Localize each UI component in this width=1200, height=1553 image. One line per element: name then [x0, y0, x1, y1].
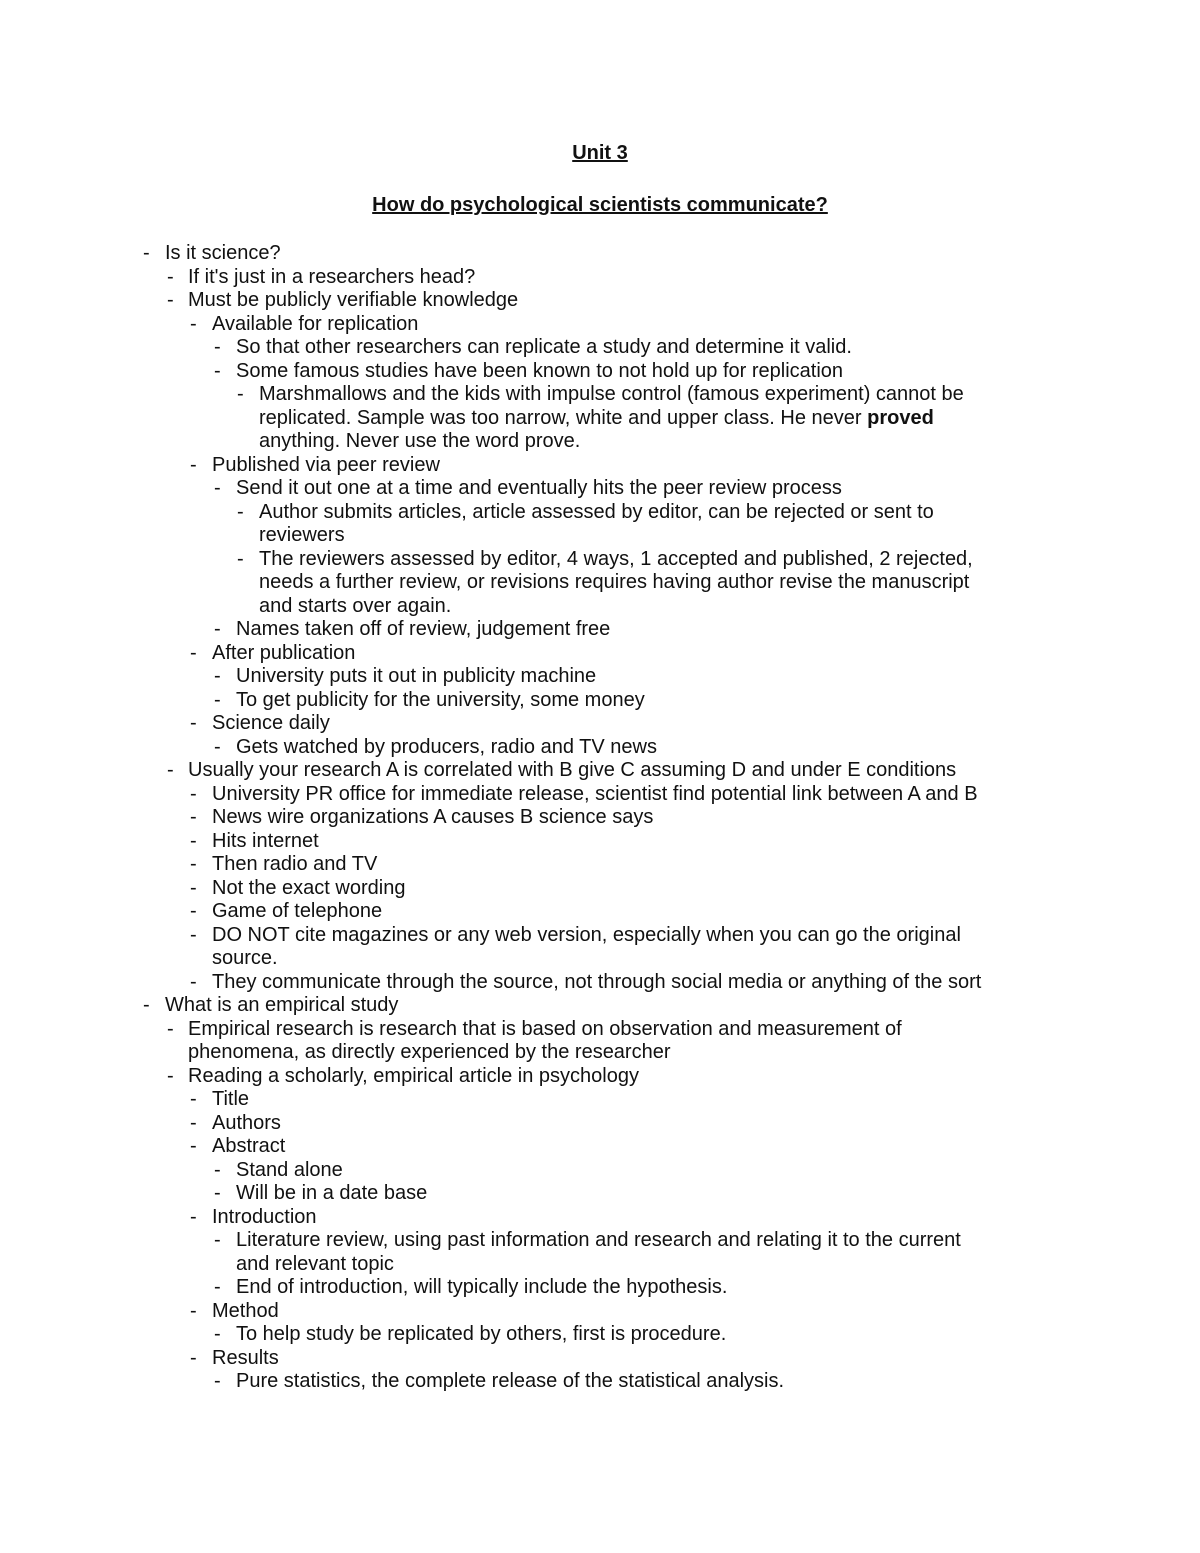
list-item — [0, 383, 1200, 454]
text-line: Empirical research is research that is based on observation and measurement of — [188, 1017, 902, 1040]
text-line: Published via peer review — [212, 453, 440, 476]
bullet-dash: - — [190, 782, 197, 805]
list-item — [0, 1276, 1200, 1300]
list-item-text — [236, 1323, 1036, 1347]
bullet-dash: - — [214, 359, 221, 382]
list-item-text — [212, 1088, 1012, 1112]
list-item — [0, 1323, 1200, 1347]
list-item-text — [212, 1300, 1012, 1324]
list-item-text — [212, 712, 1012, 736]
text-line: News wire organizations A causes B science says — [212, 806, 654, 828]
list-item-text — [236, 1370, 1036, 1394]
text-line: Literature review, using past information and research and relating it to the current — [236, 1229, 961, 1251]
text-line: Abstract — [212, 1135, 286, 1157]
text-line: Available for replication — [212, 312, 419, 335]
bullet-dash: - — [190, 806, 197, 828]
text-line: If it's just in a researchers head? — [188, 265, 476, 288]
list-item — [0, 689, 1200, 713]
list-item — [0, 1135, 1200, 1159]
text-line: To get publicity for the university, some money — [236, 688, 645, 711]
bullet-dash: - — [190, 876, 197, 899]
text-line: Hits internet — [212, 829, 319, 852]
bullet-dash: - — [167, 265, 174, 288]
list-item — [0, 1229, 1200, 1276]
list-item-text — [236, 689, 1036, 713]
text-line: Then radio and TV — [212, 853, 378, 875]
bullet-dash: - — [190, 970, 197, 993]
list-item — [0, 1159, 1200, 1183]
list-item — [0, 1347, 1200, 1371]
text-line: Gets watched by producers, radio and TV news — [236, 735, 657, 758]
list-item — [0, 242, 1200, 266]
list-item — [0, 712, 1200, 736]
list-item — [0, 1370, 1200, 1394]
list-item-text — [212, 313, 1012, 337]
list-item — [0, 1300, 1200, 1324]
text-line: University PR office for immediate release, scientist find potential link between A and B — [212, 782, 978, 805]
bullet-dash: - — [190, 453, 197, 476]
bullet-dash: - — [167, 1017, 174, 1040]
bullet-dash: - — [167, 1064, 174, 1087]
list-item — [0, 994, 1200, 1018]
text-line: reviewers — [259, 524, 345, 546]
bullet-dash: - — [190, 1205, 197, 1228]
list-item-text — [188, 1065, 988, 1089]
list-item-text — [212, 806, 1012, 830]
bullet-dash: - — [190, 829, 197, 852]
list-item-text — [212, 830, 1012, 854]
bold-word: proved — [867, 406, 934, 429]
list-item-text — [212, 642, 1012, 666]
list-item-text — [212, 1112, 1012, 1136]
bullet-dash: - — [190, 1135, 197, 1157]
text-line: Some famous studies have been known to not hold up for replication — [236, 359, 844, 382]
text-line: anything. Never use the word prove. — [259, 430, 581, 452]
text-line: Reading a scholarly, empirical article in psychology — [188, 1064, 639, 1087]
bullet-dash: - — [214, 735, 221, 758]
text-line: End of introduction, will typically include the hypothesis. — [236, 1276, 728, 1298]
list-item-text — [212, 853, 1012, 877]
list-item-text — [236, 1229, 1036, 1276]
bullet-dash: - — [214, 336, 221, 358]
list-item — [0, 548, 1200, 619]
list-item — [0, 806, 1200, 830]
list-item-text — [188, 1018, 988, 1065]
text-line: Game of telephone — [212, 900, 383, 922]
text-line: Pure statistics, the complete release of the statistical analysis. — [236, 1370, 785, 1392]
text-line: replicated. Sample was too narrow, white and upper class. He never — [259, 406, 868, 429]
bullet-dash: - — [214, 1182, 221, 1204]
list-item — [0, 1018, 1200, 1065]
text-line: DO NOT cite magazines or any web version, especially when you can go the original — [212, 923, 961, 946]
list-item-text — [236, 1182, 1036, 1206]
list-item — [0, 900, 1200, 924]
list-item-text — [236, 618, 1036, 642]
text-line: The reviewers assessed by editor, 4 ways, 1 accepted and published, 2 rejected, — [259, 547, 973, 570]
text-line: To help study be replicated by others, first is procedure. — [236, 1323, 727, 1345]
text-line: What is an empirical study — [165, 994, 399, 1016]
text-line: After publication — [212, 641, 356, 664]
list-item-text — [212, 900, 1012, 924]
text-line: needs a further review, or revisions requires having author revise the manuscript — [259, 571, 970, 593]
list-item — [0, 853, 1200, 877]
bullet-dash: - — [214, 1323, 221, 1345]
list-item-text — [212, 877, 1012, 901]
bullet-dash: - — [237, 547, 244, 570]
list-item-text — [188, 759, 988, 783]
list-item — [0, 289, 1200, 313]
text-line: Science daily — [212, 712, 330, 734]
list-item — [0, 783, 1200, 807]
bullet-dash: - — [237, 500, 244, 523]
bullet-dash: - — [190, 712, 197, 734]
list-item-text — [212, 454, 1012, 478]
list-item — [0, 877, 1200, 901]
text-line: Stand alone — [236, 1158, 343, 1181]
list-item — [0, 1182, 1200, 1206]
list-item — [0, 360, 1200, 384]
bullet-dash: - — [190, 641, 197, 664]
bullet-dash: - — [237, 383, 244, 405]
list-item — [0, 336, 1200, 360]
list-item — [0, 736, 1200, 760]
text-line: Must be publicly verifiable knowledge — [188, 289, 519, 311]
text-line: Send it out one at a time and eventually hits the peer review process — [236, 477, 842, 499]
text-line: Not the exact wording — [212, 876, 406, 899]
text-line: Author submits articles, article assessed by editor, can be rejected or sent to — [259, 500, 934, 523]
text-line: So that other researchers can replicate a study and determine it valid. — [236, 336, 852, 358]
list-item-text — [212, 1206, 1012, 1230]
list-item — [0, 759, 1200, 783]
list-item-text — [212, 971, 1012, 995]
list-item-text — [188, 289, 988, 313]
list-item — [0, 1112, 1200, 1136]
bullet-dash: - — [214, 1370, 221, 1392]
bullet-dash: - — [214, 665, 221, 687]
list-item — [0, 618, 1200, 642]
bullet-dash: - — [143, 242, 150, 264]
text-line: and starts over again. — [259, 594, 452, 617]
text-line: University puts it out in publicity machine — [236, 665, 597, 687]
list-item — [0, 266, 1200, 290]
list-item — [0, 454, 1200, 478]
page-heading: How do psychological scientists communicate? — [372, 194, 828, 216]
list-item-text — [236, 1276, 1036, 1300]
text-line: Introduction — [212, 1205, 317, 1228]
list-item-text — [259, 548, 1059, 619]
list-item — [0, 477, 1200, 501]
bullet-dash: - — [190, 900, 197, 922]
text-line: Will be in a date base — [236, 1182, 428, 1204]
text-line: Title — [212, 1088, 250, 1110]
bullet-dash: - — [190, 1111, 197, 1134]
list-item — [0, 501, 1200, 548]
list-item — [0, 971, 1200, 995]
bullet-dash: - — [190, 853, 197, 875]
text-line: source. — [212, 947, 278, 969]
text-line: They communicate through the source, not through social media or anything of the sort — [212, 970, 982, 993]
list-item-text — [236, 665, 1036, 689]
text-line: Names taken off of review, judgement free — [236, 618, 611, 640]
text-line: Method — [212, 1299, 279, 1322]
list-item-text — [212, 1347, 1012, 1371]
list-item-text — [236, 1159, 1036, 1183]
list-item — [0, 1065, 1200, 1089]
bullet-dash: - — [190, 923, 197, 946]
list-item-text — [212, 783, 1012, 807]
text-line: Is it science? — [165, 242, 281, 264]
bullet-dash: - — [190, 312, 197, 335]
list-item-text — [259, 383, 1059, 454]
list-item-text — [236, 477, 1036, 501]
bullet-dash: - — [167, 289, 174, 311]
list-item — [0, 642, 1200, 666]
text-line: phenomena, as directly experienced by the researcher — [188, 1041, 671, 1063]
unit-title: Unit 3 — [572, 142, 628, 164]
list-item — [0, 1206, 1200, 1230]
list-item-text — [259, 501, 1059, 548]
list-item-text — [188, 266, 988, 290]
list-item — [0, 1088, 1200, 1112]
list-item-text — [165, 994, 965, 1018]
bullet-dash: - — [143, 994, 150, 1016]
text-line: and relevant topic — [236, 1252, 394, 1275]
text-line: Marshmallows and the kids with impulse control (famous experiment) cannot be — [259, 383, 964, 405]
list-item-text — [212, 1135, 1012, 1159]
bullet-dash: - — [214, 1158, 221, 1181]
bullet-dash: - — [190, 1088, 197, 1110]
bullet-dash: - — [214, 618, 221, 640]
list-item — [0, 924, 1200, 971]
text-line: Authors — [212, 1111, 281, 1134]
list-item-text — [236, 336, 1036, 360]
list-item-text — [165, 242, 965, 266]
notes-outline — [0, 242, 1200, 1394]
bullet-dash: - — [190, 1299, 197, 1322]
bullet-dash: - — [214, 1229, 221, 1251]
list-item — [0, 313, 1200, 337]
list-item — [0, 665, 1200, 689]
list-item-text — [236, 736, 1036, 760]
bullet-dash: - — [214, 688, 221, 711]
bullet-dash: - — [214, 477, 221, 499]
text-line: Usually your research A is correlated with B give C assuming D and under E conditions — [188, 759, 957, 781]
bullet-dash: - — [167, 759, 174, 781]
list-item-text — [212, 924, 1012, 971]
bullet-dash: - — [190, 1346, 197, 1369]
text-line: Results — [212, 1346, 279, 1369]
list-item-text — [236, 360, 1036, 384]
bullet-dash: - — [214, 1276, 221, 1298]
list-item — [0, 830, 1200, 854]
